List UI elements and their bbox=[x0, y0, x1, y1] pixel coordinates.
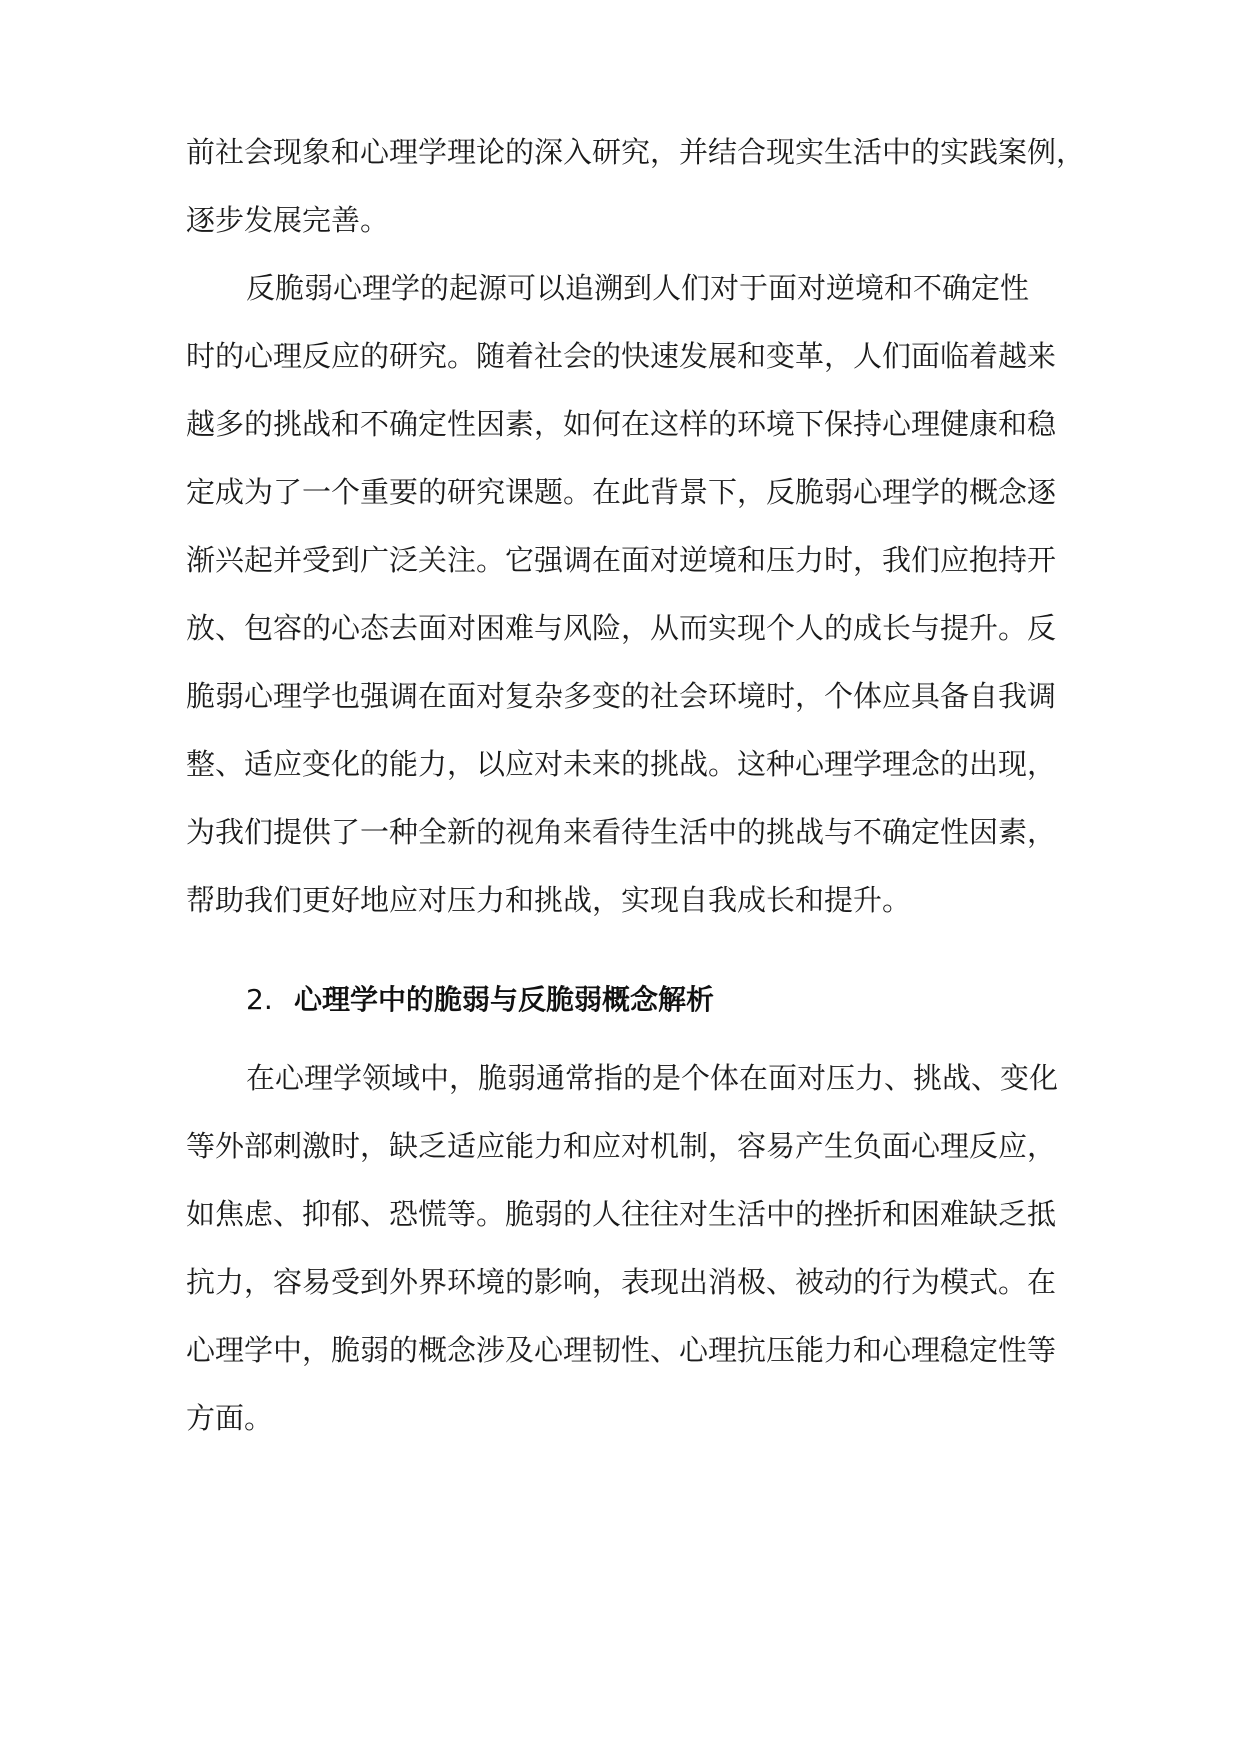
paragraph-line: 定成为了一个重要的研究课题。在此背景下，反脆弱心理学的概念逐 bbox=[186, 475, 1057, 509]
paragraph-line: 方面。 bbox=[186, 1401, 274, 1435]
paragraph-line: 心理学中，脆弱的概念涉及心理韧性、心理抗压能力和心理稳定性等 bbox=[186, 1333, 1057, 1367]
section-heading bbox=[246, 980, 1056, 1020]
paragraph-line: 反脆弱心理学的起源可以追溯到人们对于面对逆境和不确定性 bbox=[246, 271, 1030, 305]
paragraph-line: 抗力，容易受到外界环境的影响，表现出消极、被动的行为模式。在 bbox=[186, 1265, 1057, 1299]
paragraph-line: 整、适应变化的能力，以应对未来的挑战。这种心理学理念的出现， bbox=[186, 747, 1057, 781]
section-title: 心理学中的脆弱与反脆弱概念解析 bbox=[294, 983, 715, 1016]
paragraph-line: 前社会现象和心理学理论的深入研究，并结合现实生活中的实践案例， bbox=[186, 135, 1086, 169]
paragraph-line: 如焦虑、抑郁、恐慌等。脆弱的人往往对生活中的挫折和困难缺乏抵 bbox=[186, 1197, 1057, 1231]
paragraph-line: 渐兴起并受到广泛关注。它强调在面对逆境和压力时，我们应抱持开 bbox=[186, 543, 1057, 577]
paragraph-line: 在心理学领域中，脆弱通常指的是个体在面对压力、挑战、变化 bbox=[246, 1061, 1059, 1095]
section-number: 2. bbox=[246, 983, 273, 1016]
paragraph-line: 时的心理反应的研究。随着社会的快速发展和变革，人们面临着越来 bbox=[186, 339, 1057, 373]
paragraph-line: 逐步发展完善。 bbox=[186, 203, 390, 237]
paragraph-line: 放、包容的心态去面对困难与风险，从而实现个人的成长与提升。反 bbox=[186, 611, 1057, 645]
paragraph-line: 为我们提供了一种全新的视角来看待生活中的挑战与不确定性因素， bbox=[186, 815, 1057, 849]
paragraph-line: 脆弱心理学也强调在面对复杂多变的社会环境时，个体应具备自我调 bbox=[186, 679, 1057, 713]
paragraph-line: 等外部刺激时，缺乏适应能力和应对机制，容易产生负面心理反应， bbox=[186, 1129, 1057, 1163]
paragraph-line: 帮助我们更好地应对压力和挑战，实现自我成长和提升。 bbox=[186, 883, 912, 917]
paragraph-line: 越多的挑战和不确定性因素，如何在这样的环境下保持心理健康和稳 bbox=[186, 407, 1057, 441]
